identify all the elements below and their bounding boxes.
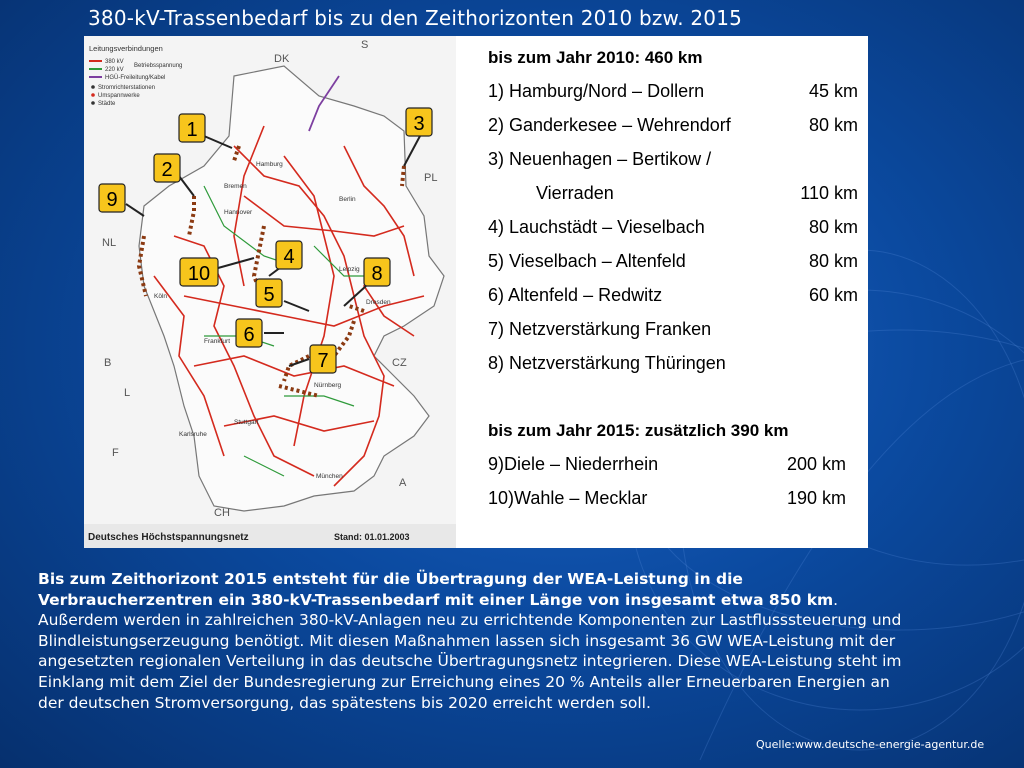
city-label: Nürnberg [314,382,342,389]
route-list: bis zum Jahr 2010: 460 km 1) Hamburg/Nord – Dollern 45 km 2) Ganderkesee – Wehrendorf 80 km 3) Neuenhagen – Bertikow / Vierraden 110 km 4) Lauchstädt – Vieselbach 80 km 5) Vieselbach – Altenfeld 80 km 6) Altenfeld – Redwitz 60 km 7) Netzverstärkung Franken 8) Netzverstärkung Thüringen bis zum Jahr 2015: zusätzlich 390 km 9)Diele – Niederrhein 200 km 10)Wahle – Mecklar 190 km [488,48,858,508]
legend-item: Betriebsspannung [134,63,183,69]
marker-10: 10 [187,263,211,285]
legend-item: Stromrichterstationen [98,85,156,91]
grid-map [84,36,456,548]
city-label: Dresden [366,299,391,306]
country-code: CH [214,507,230,519]
page-title: 380-kV-Trassenbedarf bis zu den Zeithorizonten 2010 bzw. 2015 [88,6,743,30]
body-bold: Bis zum Zeithorizont 2015 entsteht für die Übertragung der WEA-Leistung in die Verbraucherzentren ein 380-kV-Trassenbedarf mit einer Länge von insgesamt etwa 850 km [38,570,834,609]
city-label: Hannover [224,209,253,216]
legend-item: Umspannwerke [98,93,140,99]
body-bold-end: . [833,590,839,609]
country-code: L [124,387,131,399]
marker-7: 7 [317,350,329,372]
city-label: Berlin [339,196,356,203]
marker-2: 2 [161,159,173,181]
city-label: Hamburg [256,161,283,168]
map-legend [86,40,216,110]
city-label: Frankfurt [204,338,231,345]
country-code: S [361,39,369,51]
country-code: CZ [392,357,407,369]
country-code: NL [102,237,117,249]
body-text [38,569,918,713]
legend-item: HGÜ-Freileitung/Kabel [105,75,166,81]
legend-item: 380 kV [105,59,124,65]
country-code: F [112,447,119,459]
marker-8: 8 [371,263,383,285]
map-drawing [84,36,456,548]
map-footer: Deutsches Höchstspannungsnetz [88,532,249,543]
city-label: Köln [154,293,168,300]
map-footer-date: Stand: 01.01.2003 [334,532,410,542]
country-code: B [104,357,112,369]
marker-6: 6 [243,324,255,346]
body-normal: Außerdem werden in zahlreichen 380-kV-Anlagen neu zu errichtende Komponenten zur Lastflusssteuerung und Blindleistungserzeugung benötigt. Mit diesen Maßnahmen lassen sich insgesamt 36 GW WEA-Leistung mit der angesetzten regionalen Verteilung in das deutsche Übertragungsnetz integrieren. Diese WEA-Leistung steht im Einklang mit dem Ziel der Bundesregierung zur Erreichung eines 20 % Anteils aller Erneuerbaren Energien an der deutschen Stromversorgung, das spätestens bis 2020 erreicht werden soll. [38,611,902,712]
marker-1: 1 [186,119,198,141]
source-credit: Quelle:www.deutsche-energie-agentur.de [756,738,985,751]
legend-title: Leitungsverbindungen [89,44,163,53]
city-label: München [316,473,343,480]
legend-item: Städte [98,101,116,107]
marker-5: 5 [263,284,275,306]
city-label: Leipzig [339,266,360,273]
marker-3: 3 [413,113,425,135]
marker-9: 9 [106,189,118,211]
city-label: Karlsruhe [179,431,207,438]
country-code: A [399,477,407,489]
city-label: Bremen [224,183,247,190]
country-code: PL [424,172,438,184]
country-code: DK [274,53,290,65]
city-label: Stuttgart [234,419,259,426]
legend-item: 220 kV [105,67,124,73]
marker-4: 4 [283,246,295,268]
content-panel [84,36,868,548]
